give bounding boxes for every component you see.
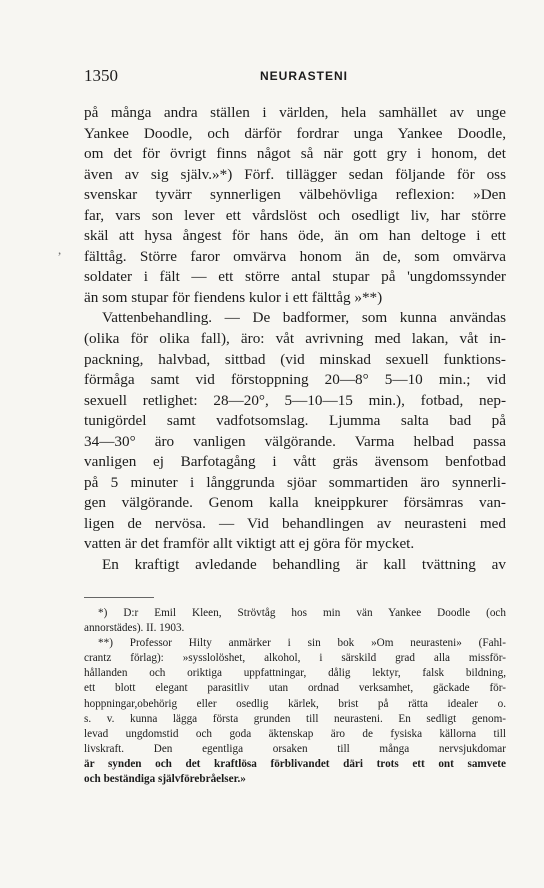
body-line: även av sig själv.»*) Förf. tillägger sedan följande för oss (84, 165, 506, 183)
body-line: far, vars son lever ett vårdslöst och osedligt liv, har större (84, 206, 506, 224)
body-line: förmåga samt vid förstoppning 20—8° 5—10 min.; vid (84, 371, 506, 389)
footnote-divider (84, 597, 154, 598)
footnote-line: annorstädes). II. 1903. (84, 622, 185, 635)
footnote-line: och beständiga självförebråelser.» (84, 773, 246, 786)
body-line: än som stupar för fiendens kulor i ett fälttåg »**) (84, 288, 383, 306)
body-line: ligen de nervösa. — Vid behandlingen av neurasteni med (84, 514, 506, 532)
body-text (84, 103, 506, 576)
footnote-line: s. v. kunna lägga första grunden till neurasteni. En sedligt genom- (84, 712, 506, 725)
footnote-line: crantz förlag): »sysslolöshet, alkohol, i särskild grad alla missför- (84, 652, 506, 665)
body-line: (olika för olika fall), äro: våt avrivning med lakan, våt in- (84, 330, 506, 348)
footnote-line: hoppningar,obehörig eller osedlig kärlek, brist på rätta idealer o. (84, 697, 506, 710)
body-line: soldater i fält — ett större antal stupar på 'ungdomssynder (84, 268, 506, 286)
page-header (84, 66, 504, 88)
footnote-line: är synden och det kraftlösa förblivandet däri trots ett ont samvete (84, 757, 506, 770)
body-line: 34—30° äro vanligen välgörande. Varma helbad passa (84, 432, 506, 450)
footnote-line: hållanden och oriktiga uppfattningar, dålig lektyr, falsk bildning, (84, 667, 506, 680)
body-line: vatten är det framför allt viktigt att ej göra för mycket. (84, 535, 415, 553)
footnote-line: **) Professor Hilty anmärker i sin bok »Om neurasteni» (Fahl- (98, 637, 506, 650)
page-number: 1350 (84, 66, 118, 85)
body-line: om det för övrigt finns något så när gott gry i honom, det (84, 145, 506, 163)
body-line: fälttåg. Större faror omvärva honom än de, som omvärva (84, 247, 506, 265)
footnote-line: ett blott elegant parasitliv utan ordnad verksamhet, gäckade för- (84, 682, 506, 695)
body-line: på 5 minuter i långgrunda sjöar sommartiden äro synnerli- (84, 473, 506, 491)
body-line: packning, halvbad, sittbad (vid minskad sexuell funktions- (84, 350, 506, 368)
body-line-paragraph-start: En kraftigt avledande behandling är kall tvättning av (102, 556, 506, 574)
footnotes (84, 606, 506, 787)
body-line: tunigördel samt vadfotsomslag. Ljumma salta bad på (84, 412, 506, 430)
footnote-line: livskraft. Den egentliga orsaken till många nervsjukdomar (84, 742, 506, 755)
body-line: svenskar tyvärr synnerligen välbehövliga reflexion: »Den (84, 186, 506, 204)
body-line: gen välgörande. Genom kalla kneippkurer försämras van- (84, 494, 506, 512)
body-line: sexuell retlighet: 28—20°, 5—10—15 min.), fotbad, nep- (84, 391, 506, 409)
body-line: vanligen ej Barfotagång i vått gräs ävensom benfotbad (84, 453, 506, 471)
running-title: NEURASTENI (260, 69, 349, 83)
footnote-line: levad ungdomstid och goda äktenskap äro de fysiska källorna till (84, 727, 506, 740)
margin-mark: , (58, 242, 62, 257)
body-line: Yankee Doodle, och därför fordrar unga Yankee Doodle, (84, 124, 506, 142)
body-line: skäl att hysa ångest för hans öde, än om han deltoge i ett (84, 227, 506, 245)
footnote-line: *) D:r Emil Kleen, Strövtåg hos min vän Yankee Doodle (och (98, 607, 506, 619)
body-line-paragraph-start: Vattenbehandling. — De badformer, som kunna användas (102, 309, 506, 327)
body-line: på många andra ställen i världen, hela samhället av unge (84, 104, 506, 121)
